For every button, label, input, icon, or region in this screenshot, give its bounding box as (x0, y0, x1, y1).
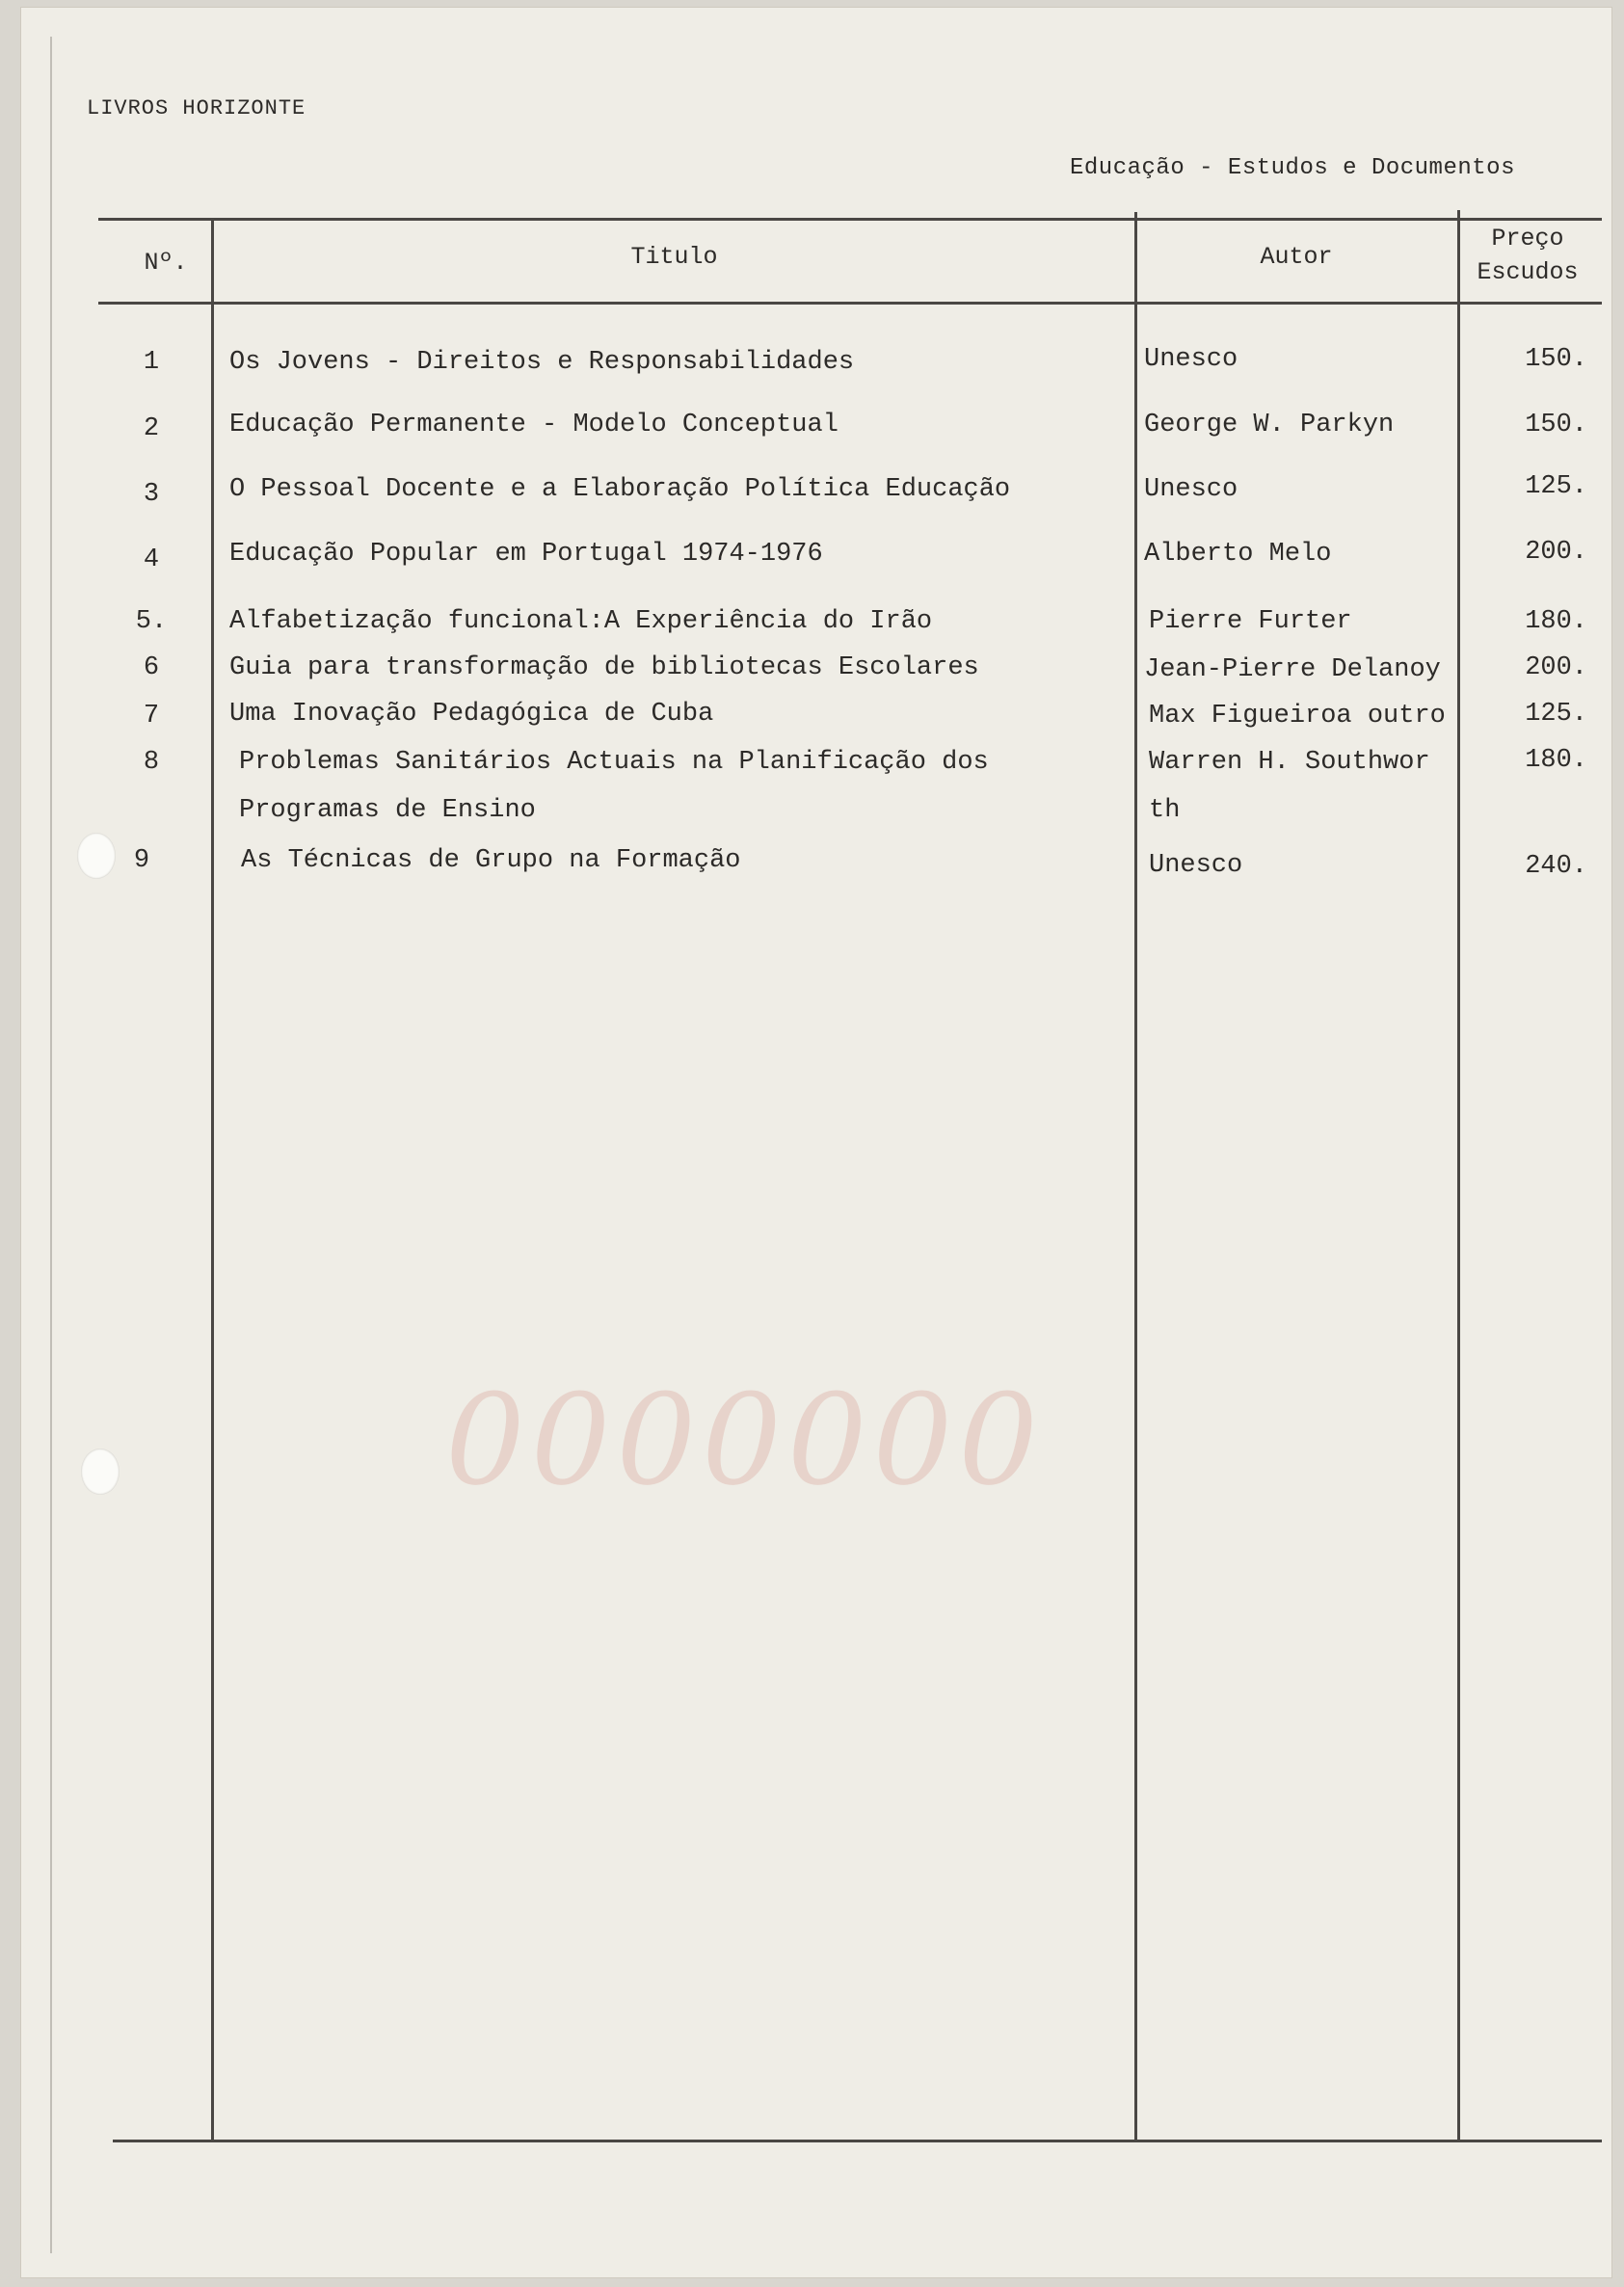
row-5-price: 180. (1525, 607, 1587, 636)
row-6-price: 200. (1525, 653, 1587, 682)
row-4-title: Educação Popular em Portugal 1974-1976 (229, 540, 823, 569)
row-9-author: Unesco (1149, 851, 1243, 880)
row-3-price: 125. (1525, 472, 1587, 501)
row-1-author: Unesco (1144, 345, 1238, 374)
row-7-number: 7 (143, 702, 160, 731)
faded-stamp: 0000000 (445, 1367, 1044, 1513)
row-7-price: 125. (1525, 700, 1587, 729)
row-9-title: As Técnicas de Grupo na Formação (241, 846, 741, 875)
series-title: Educação - Estudos e Documentos (1070, 155, 1515, 181)
catalog-table (21, 8, 1611, 2277)
table-top-border (98, 218, 1602, 221)
column-header-price: Preço (1491, 225, 1564, 253)
row-2-price: 150. (1525, 411, 1587, 439)
row-7-title: Uma Inovação Pedagógica de Cuba (229, 700, 714, 729)
column-header-price-unit: Escudos (1477, 258, 1579, 286)
row-5-title: Alfabetização funcional:A Experiência do Irão (229, 607, 933, 636)
row-1-price: 150. (1525, 345, 1587, 374)
row-2-title: Educação Permanente - Modelo Conceptual (229, 411, 839, 439)
row-8-title: Problemas Sanitários Actuais na Planificação dos (239, 748, 989, 777)
column-header-author: Autor (1260, 243, 1333, 271)
table-bottom-border (113, 2140, 1602, 2142)
publisher-name: LIVROS HORIZONTE (87, 96, 306, 120)
row-9-price: 240. (1525, 852, 1587, 881)
row-8-price: 180. (1525, 746, 1587, 775)
row-2-author: George W. Parkyn (1144, 411, 1395, 439)
row-4-author: Alberto Melo (1144, 540, 1332, 569)
row-3-author: Unesco (1144, 475, 1238, 504)
column-header-number: Nº. (144, 249, 188, 277)
column-header-title: Titulo (630, 243, 718, 271)
row-5-number: 5. (135, 607, 168, 636)
row-3-title: O Pessoal Docente e a Elaboração Política Educação (229, 475, 1011, 504)
row-8-author-continued: th (1149, 796, 1181, 825)
row-9-number: 9 (133, 846, 150, 875)
row-8-number: 8 (143, 748, 160, 777)
row-6-number: 6 (143, 653, 160, 682)
row-4-number: 4 (143, 545, 160, 574)
row-4-price: 200. (1525, 538, 1587, 567)
row-1-number: 1 (143, 348, 160, 377)
row-8-title-continued: Programas de Ensino (239, 796, 536, 825)
row-1-title: Os Jovens - Direitos e Responsabilidades (229, 348, 855, 377)
column-divider-number (211, 218, 214, 2141)
row-7-author: Max Figueiroa outro (1149, 702, 1446, 731)
row-2-number: 2 (143, 414, 160, 443)
column-divider-author (1457, 210, 1460, 2141)
header-bottom-border (98, 302, 1602, 305)
row-3-number: 3 (143, 480, 160, 509)
column-divider-title (1134, 212, 1137, 2141)
row-8-author: Warren H. Southwor (1149, 748, 1430, 777)
row-5-author: Pierre Furter (1149, 607, 1352, 636)
document-page (21, 8, 1611, 2277)
row-6-author: Jean-Pierre Delanoy (1144, 655, 1441, 684)
row-6-title: Guia para transformação de bibliotecas Escolares (229, 653, 979, 682)
